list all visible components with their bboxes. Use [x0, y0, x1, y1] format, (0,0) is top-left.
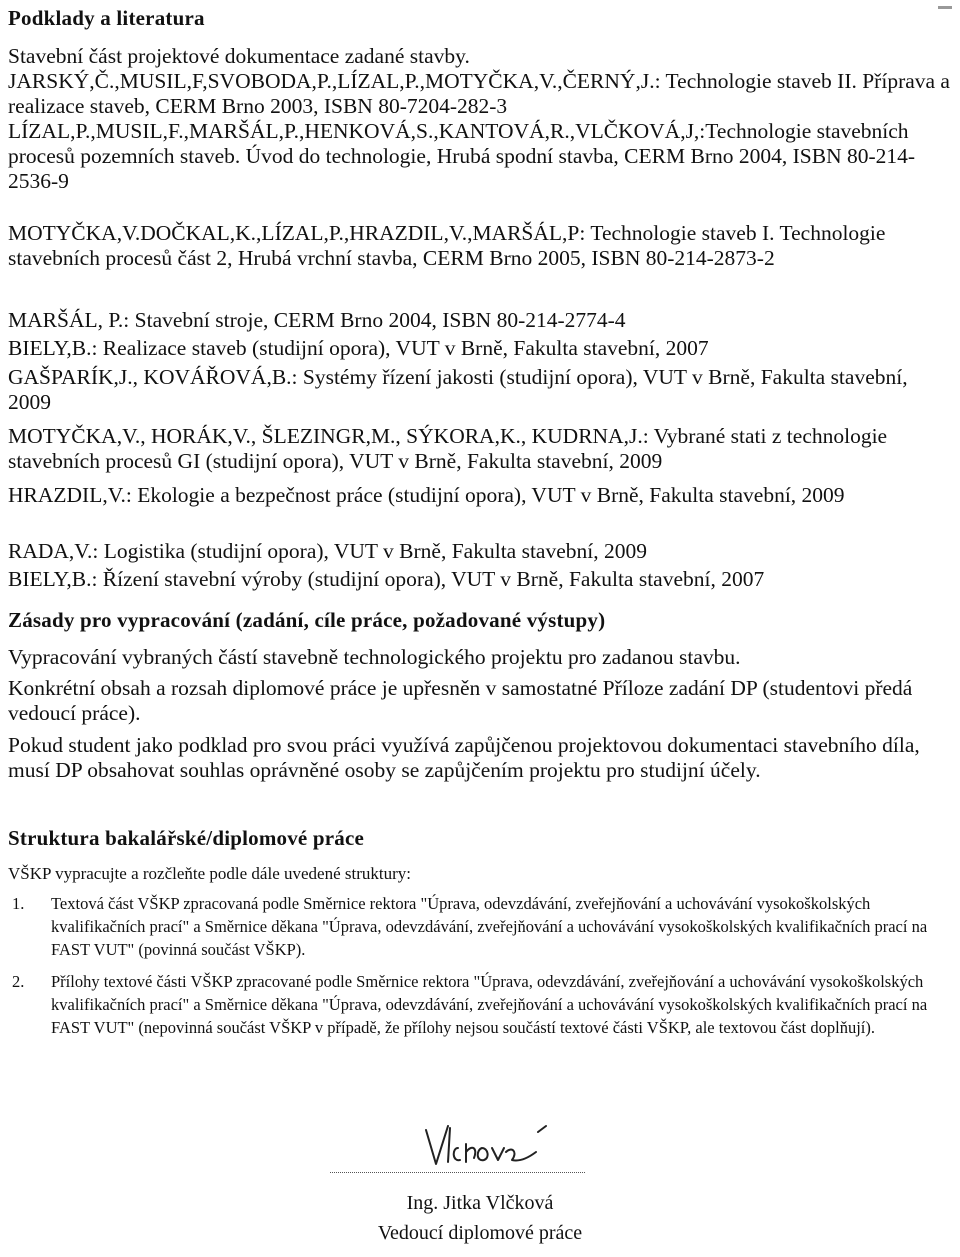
reference-8: HRAZDIL,V.: Ekologie a bezpečnost práce (studijní opora), VUT v Brně, Fakulta stavební, 2009: [8, 483, 845, 507]
reference-0: Stavební část projektové dokumentace zadané stavby.: [8, 44, 470, 68]
reference-5: BIELY,B.: Realizace staveb (studijní opora), VUT v Brně, Fakulta stavební, 2007: [8, 336, 709, 360]
list-text: Textová část VŠKP zpracovaná podle Směrnice rektora "Úprava, odevzdávání, zveřejňování a uchovávání vysokoškolských kvalifikačních prací" a Směrnice děkana "Úprava, odevzdávání, zveřejňování a uchovávání vysokoškolských kvalifikačních prací na FAST VUT" (povinná součást VŠKP).: [51, 894, 928, 959]
list-number: 1.: [12, 894, 25, 913]
scan-mark: [938, 6, 952, 9]
principles-paragraph-2: Konkrétní obsah a rozsah diplomové práce je upřesněn v samostatné Příloze zadání DP (studentovi předá vedoucí práce).: [8, 676, 913, 725]
reference-9: RADA,V.: Logistika (studijní opora), VUT v Brně, Fakulta stavební, 2009: [8, 539, 647, 563]
signature-line: [330, 1172, 585, 1173]
handwritten-signature: [418, 1118, 558, 1173]
principles-paragraph-3: Pokud student jako podklad pro svou práci využívá zapůjčenou projektovou dokumentaci stavebního díla, musí DP obsahovat souhlas oprávněné osoby se zapůjčením projektu pro studijní účely.: [8, 733, 920, 782]
supervisor-role: Vedoucí diplomové práce: [377, 1222, 583, 1244]
references-heading: Podklady a literatura: [8, 6, 205, 30]
list-number: 2.: [12, 972, 25, 991]
reference-1: JARSKÝ,Č.,MUSIL,F,SVOBODA,P.,LÍZAL,P.,MOTYČKA,V.,ČERNÝ,J.: Technologie staveb II. Příprava a realizace staveb, CERM Brno 2003, ISBN 80-7204-282-3: [8, 69, 950, 118]
principles-heading: Zásady pro vypracování (zadání, cíle práce, požadované výstupy): [8, 608, 606, 632]
principles-paragraph-1: Vypracování vybraných částí stavebně technologického projektu pro zadanou stavbu.: [8, 645, 741, 669]
list-text: Přílohy textové části VŠKP zpracované podle Směrnice rektora "Úprava, odevzdávání, zveřejňování a uchovávání vysokoškolských kvalifikačních prací" a Směrnice děkana "Úprava, odevzdávání, zveřejňování a uchovávání vysokoškolských kvalifikačních prací na FAST VUT" (nepovinná součást VŠKP v případě, že přílohy nejsou součástí textové části VŠKP, ale textovou část doplňují).: [51, 972, 928, 1037]
reference-4: MARŠÁL, P.: Stavební stroje, CERM Brno 2004, ISBN 80-214-2774-4: [8, 308, 626, 332]
structure-intro: VŠKP vypracujte a rozčleňte podle dále uvedené struktury:: [8, 864, 411, 883]
supervisor-name: Ing. Jitka Vlčková: [406, 1192, 554, 1214]
reference-10: BIELY,B.: Řízení stavební výroby (studijní opora), VUT v Brně, Fakulta stavební, 2007: [8, 567, 765, 591]
reference-6: GAŠPARÍK,J., KOVÁŘOVÁ,B.: Systémy řízení jakosti (studijní opora), VUT v Brně, Fakulta stavební, 2009: [8, 365, 908, 414]
structure-list-item-1: [8, 892, 953, 961]
reference-3: MOTYČKA,V.DOČKAL,K.,LÍZAL,P.,HRAZDIL,V.,MARŠÁL,P: Technologie staveb I. Technologie stavebních procesů část 2, Hrubá vrchní stavba, CERM Brno 2005, ISBN 80-214-2873-2: [8, 221, 886, 270]
structure-list-item-2: [8, 970, 953, 1039]
structure-heading: Struktura bakalářské/diplomové práce: [8, 826, 365, 850]
reference-2: LÍZAL,P.,MUSIL,F.,MARŠÁL,P.,HENKOVÁ,S.,KANTOVÁ,R.,VLČKOVÁ,J,:Technologie stavebních procesů pozemních staveb. Úvod do technologie, Hrubá spodní stavba, CERM Brno 2004, ISBN 80-214-2536-9: [8, 119, 916, 193]
reference-7: MOTYČKA,V., HORÁK,V., ŠLEZINGR,M., SÝKORA,K., KUDRNA,J.: Vybrané stati z technologie stavebních procesů GI (studijní opora), VUT v Brně, Fakulta stavební, 2009: [8, 424, 888, 473]
